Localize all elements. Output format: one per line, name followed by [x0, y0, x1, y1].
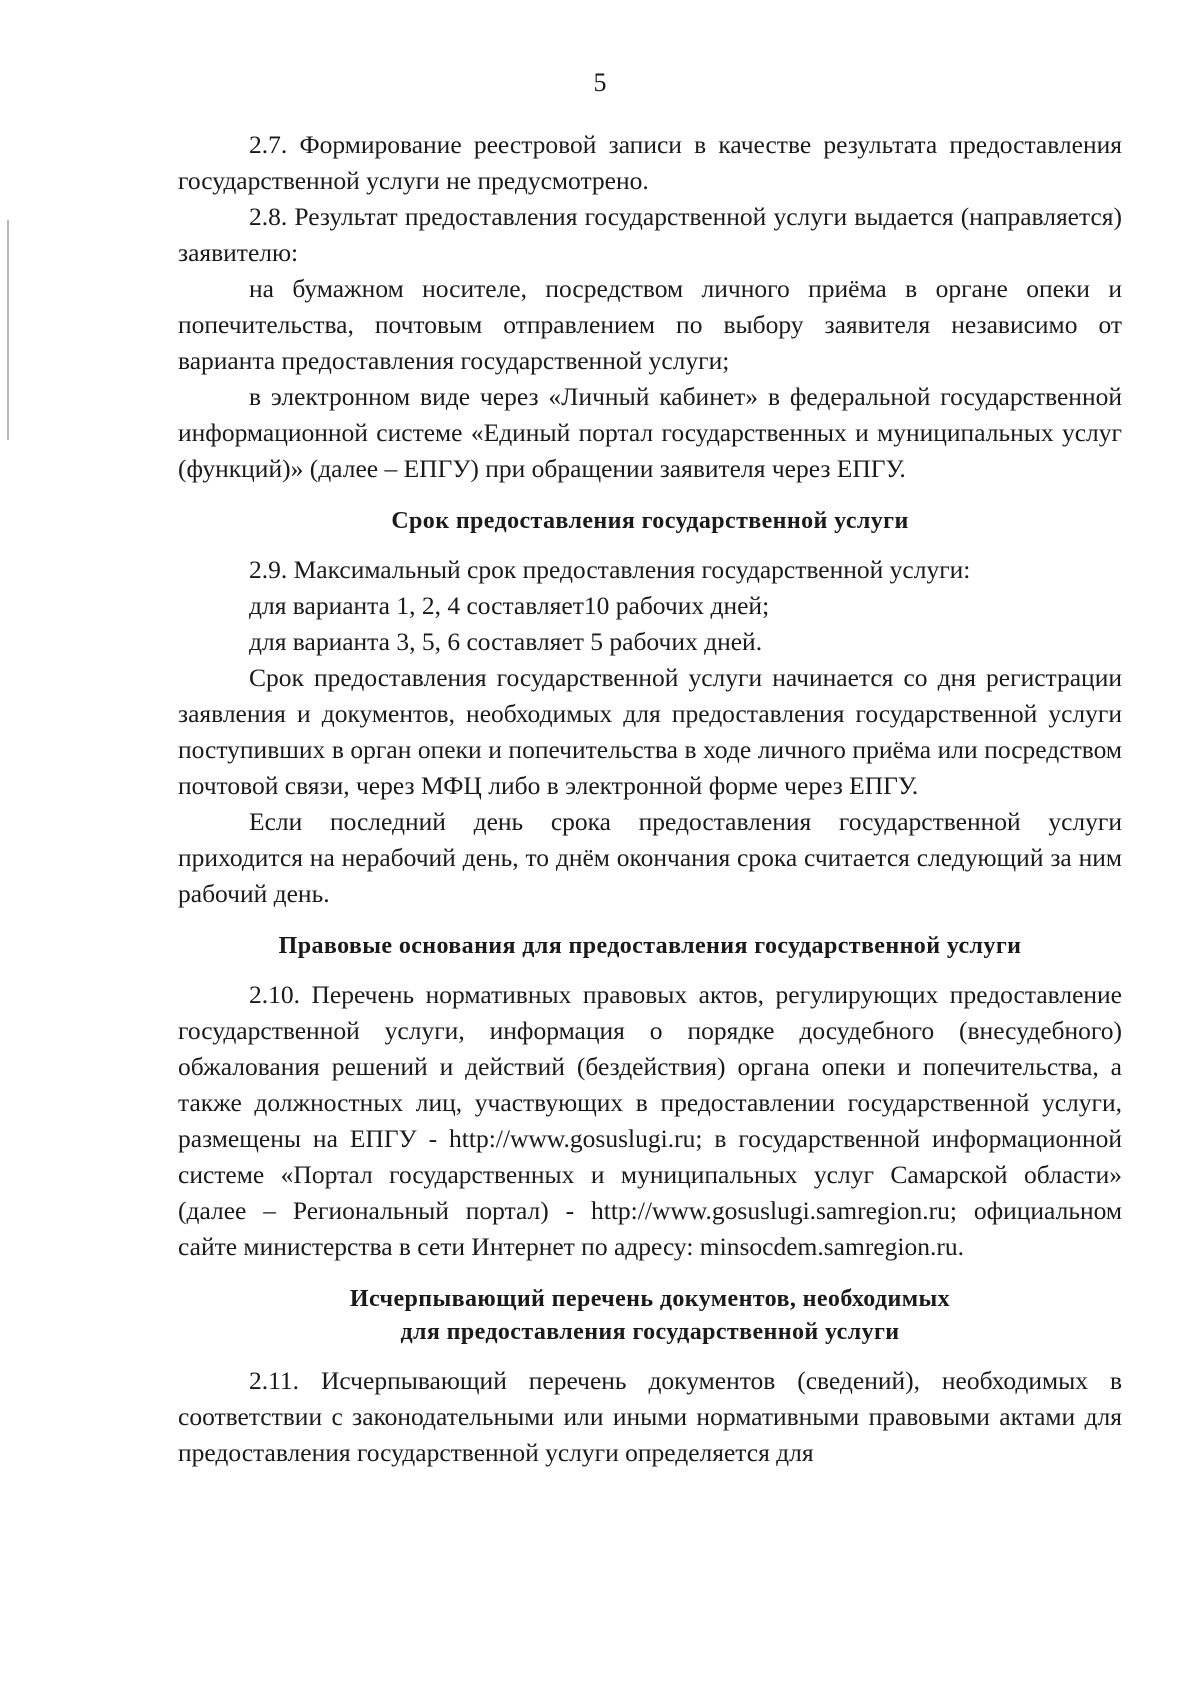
heading-documents-list	[178, 1283, 1122, 1349]
paragraph-2-10: 2.10. Перечень нормативных правовых актов, регулирующих предоставление государственной услуги, информация о порядке досудебного (внесудебного) обжалования решений и действий (бездействия) органа опеки и попечительства, а также должностных лиц, участвующих в предоставлении государственной услуги, размещены на ЕПГУ - http://www.gosuslugi.ru; в государственной информационной системе «Портал государственных и муниципальных услуг Самарской области» (далее – Региональный портал) - http://www.gosuslugi.samregion.ru; официальном сайте министерства в сети Интернет по адресу: minsocdem.samregion.ru.	[178, 980, 1122, 1261]
paragraph-2-8: 2.8. Результат предоставления государственной услуги выдается (направляется) заявителю:	[178, 202, 1122, 267]
paragraph-2-11: 2.11. Исчерпывающий перечень документов (сведений), необходимых в соответствии с законодательными или иными нормативными правовыми актами для предоставления государственной услуги определяется для	[178, 1366, 1122, 1467]
paragraph-2-7: 2.7. Формирование реестровой записи в качестве результата предоставления государственной услуги не предусмотрено.	[178, 130, 1122, 195]
page-body	[178, 127, 1122, 1471]
paragraph-variant-1-2-4: для варианта 1, 2, 4 составляет10 рабочих дней;	[249, 591, 770, 620]
heading-service-term: Срок предоставления государственной услуги	[391, 508, 909, 534]
heading-documents-line-2: для предоставления государственной услуги	[400, 1319, 900, 1345]
paragraph-term-start: Срок предоставления государственной услуги начинается со дня регистрации заявления и документов, необходимых для предоставления государственной услуги поступивших в орган опеки и попечительства в ходе личного приёма или посредством почтовой связи, через МФЦ либо в электронной форме через ЕПГУ.	[178, 663, 1122, 800]
heading-legal-grounds: Правовые основания для предоставления государственной услуги	[278, 933, 1022, 959]
scan-edge-mark	[7, 220, 9, 440]
paragraph-electronic-delivery: в электронном виде через «Личный кабинет» в федеральной государственной информационной системе «Единый портал государственных и муниципальных услуг (функций)» (далее – ЕПГУ) при обращении заявителя через ЕПГУ.	[178, 382, 1122, 483]
heading-documents-line-1: Исчерпывающий перечень документов, необходимых	[349, 1286, 951, 1312]
paragraph-paper-delivery: на бумажном носителе, посредством личного приёма в органе опеки и попечительства, почтовым отправлением по выбору заявителя независимо от варианта предоставления государственной услуги;	[178, 274, 1122, 375]
paragraph-variant-3-5-6: для варианта 3, 5, 6 составляет 5 рабочих дней.	[249, 627, 763, 656]
paragraph-2-9: 2.9. Максимальный срок предоставления государственной услуги:	[249, 555, 971, 584]
paragraph-last-day: Если последний день срока предоставления государственной услуги приходится на нерабочий день, то днём окончания срока считается следующий за ним рабочий день.	[178, 807, 1122, 908]
page-number: 5	[593, 68, 607, 97]
